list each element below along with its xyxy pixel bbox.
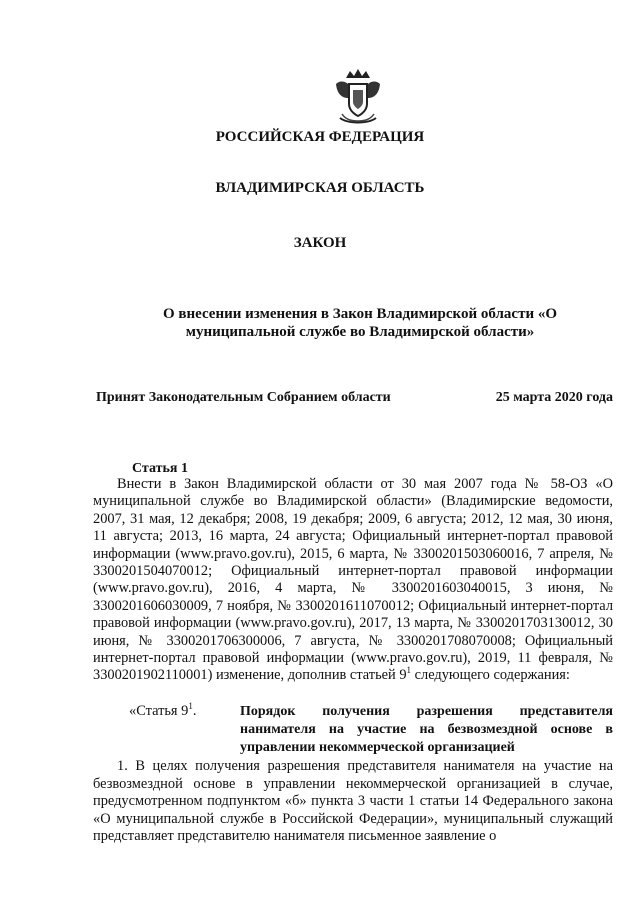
article-heading: Статья 1: [132, 461, 188, 476]
country-heading: РОССИЙСКАЯ ФЕДЕРАЦИЯ: [215, 129, 425, 145]
intro-text: Внести в Закон Владимирской области от 30 мая 2007 года № 58-ОЗ «О муниципальной службе во Владимирской области» (Владимирские ведомости, 2007, 31 мая, 12 декабря; 2008, 19 декабря; 2009, 6 августа; 2012, 12 мая, 30 июня, 11 августа; 2013, 16 марта, 24 августа; Официальный интернет-портал правовой информации (www.pravo.gov.ru), 2015, 6 марта, № 3300201503060016, 7 апреля, № 3300201504070012; Официальный интернет-портал правовой информации (www.pravo.gov.ru), 2016, 4 марта, № 3300201603040015, 3 июня, № 3300201606030009, 7 ноября, № 3300201611070012; Официальный интернет-портал правовой информации (www.pravo.gov.ru), 2017, 13 марта, № 3300201703130012, 30 июня, № 3300201706300006, 7 августа, № 3300201708070008; Официальный интернет-портал правовой информации (www.pravo.gov.ru), 2019, 11 февраля, № 3300201902110001) изменение, дополнив статьей 9: [93, 476, 613, 684]
new-article-superscript: 1: [188, 701, 193, 712]
new-article-label-text: «Статья 9: [129, 703, 189, 719]
adopted-by-text: Принят Законодательным Собранием области: [96, 390, 391, 405]
new-article-label: [129, 703, 196, 720]
article-intro-paragraph: [93, 476, 613, 685]
new-article-title: Порядок получения разрешения представителя нанимателя на участие на безвозмездной основе в управлении некоммерческой организацией: [240, 704, 613, 755]
intro-superscript: 1: [406, 665, 412, 676]
coat-of-arms-icon: [332, 68, 384, 126]
adoption-date: 25 марта 2020 года: [495, 390, 613, 405]
intro-tail: следующего содержания:: [411, 667, 570, 684]
document-type-heading: ЗАКОН: [293, 235, 347, 251]
paragraph-1: 1. В целях получения разрешения представителя нанимателя на участие на безвозмездной основе в управлении некоммерческой организацией в случае, предусмотренном подпунктом «б» пункта 3 части 1 статьи 14 Федерального закона «О муниципальной службе в Российской Федерации», муниципальный служащий представляет представителю нанимателя письменное заявление о: [93, 758, 613, 845]
law-title: О внесении изменения в Закон Владимирской области «О муниципальной службе во Владимирской области»: [162, 306, 558, 340]
new-article-dot: .: [192, 703, 197, 719]
region-heading: ВЛАДИМИРСКАЯ ОБЛАСТЬ: [215, 180, 425, 196]
